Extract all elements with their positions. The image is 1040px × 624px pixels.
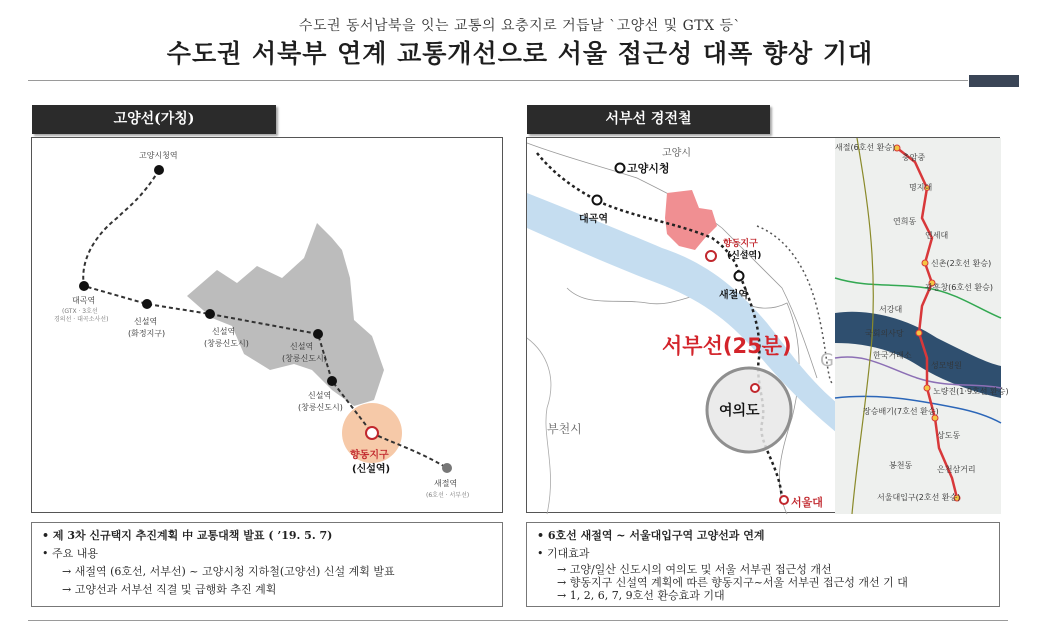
marker-seoul-univ xyxy=(780,496,788,504)
label-hyangdong-right: 향동지구 xyxy=(723,239,758,249)
note-sub-access-improvement: → 고양/일산 신도시의 여의도 및 서울 서부권 접근성 개선 xyxy=(557,563,832,576)
route-label-3: 연희동 xyxy=(893,217,917,226)
label-daegok-right: 대곡역 xyxy=(579,214,608,225)
label-sinseol-1: 신설역 xyxy=(134,317,158,326)
station-daegok xyxy=(79,281,89,291)
tab-seobu-line: 서부선 경전철 xyxy=(527,105,770,134)
label-sinseol-3-note: (창릉신도시) xyxy=(282,354,327,363)
station-sinseol-3 xyxy=(313,329,323,339)
note-sub-hyangdong-access: → 향동지구 신설역 계획에 따른 향동지구~서울 서부권 접근성 개선 기 대 xyxy=(557,576,908,589)
note-bullet-connection: • 6호선 새절역 ~ 서울대입구역 고양선과 연계 xyxy=(537,529,765,542)
label-daegok-note2: 경의선 · 대곡소사선) xyxy=(54,316,109,323)
label-seoul-univ: 서울대 xyxy=(791,496,823,509)
route-station-dot-6 xyxy=(924,385,930,391)
label-hyangdong-note-right: (신설역) xyxy=(727,251,762,261)
route-label-14: 봉천동 xyxy=(889,461,913,470)
route-label-1: 충암중 xyxy=(902,153,926,162)
station-goyang-cityhall xyxy=(154,165,164,175)
title-accent-bar xyxy=(969,75,1019,87)
seobu-line-map xyxy=(526,137,1009,513)
route-label-15: 은천삼거리 xyxy=(937,465,976,474)
label-hyangdong-note: (신설역) xyxy=(352,464,391,475)
label-sinseol-4: 신설역 xyxy=(308,391,332,400)
route-station-dot-3 xyxy=(922,260,928,266)
note-bullet-expected-effect: • 기대효과 xyxy=(537,547,590,560)
note-sub-direct-connection: → 고양선과 서부선 직결 및 급행화 추진 계획 xyxy=(62,583,277,596)
route-label-10: 성모병원 xyxy=(931,361,962,370)
route-label-16: 서울대입구(2호선 환승) xyxy=(877,493,961,502)
route-label-12: 장승배기(7호선 환승) xyxy=(863,407,939,416)
marker-daegok xyxy=(593,196,602,205)
station-sinseol-2 xyxy=(205,309,215,319)
seobu-line-notes xyxy=(526,522,1000,607)
marker-hyangdong xyxy=(706,251,716,261)
label-goyang-si: 고양시 xyxy=(662,148,691,159)
station-hyangdong xyxy=(366,427,378,439)
label-sinseol-1-note: (화정지구) xyxy=(128,329,166,338)
route-station-dot-5 xyxy=(916,330,922,336)
district-area-shape xyxy=(187,223,384,406)
tab-goyang-line: 고양선(가칭) xyxy=(32,105,276,134)
label-daegok-note1: (GTX · 3호선 xyxy=(62,308,98,315)
route-label-5: 신촌(2호선 환승) xyxy=(931,259,992,268)
goyang-line-map xyxy=(31,137,503,513)
route-label-11: 노량진(1·9호선 환승) xyxy=(933,387,1009,396)
seobu-line-map-graphic xyxy=(527,138,1001,514)
station-sinseol-4 xyxy=(327,376,337,386)
label-saejeol: 새절역 xyxy=(434,479,458,488)
route-label-13: 상도동 xyxy=(937,431,961,440)
label-sinseol-2: 신설역 xyxy=(212,327,236,336)
note-sub-saejeol-plan: → 새절역 (6호선, 서부선) ~ 고양시청 지하철(고양선) 신설 계획 발표 xyxy=(62,565,395,578)
label-hyangdong: 향동지구 xyxy=(350,450,389,461)
label-sinseol-3: 신설역 xyxy=(290,342,314,351)
marker-goyang-cityhall xyxy=(616,164,625,173)
route-label-9: 한국거래소 xyxy=(873,351,912,360)
hyangdong-zone xyxy=(665,190,717,250)
marker-yeouido xyxy=(751,384,759,392)
route-label-0: 새절(6호선 환승) xyxy=(835,143,896,152)
label-saejeol-right: 새절역 xyxy=(719,290,748,301)
route-label-6: 광흥창(6호선 환승) xyxy=(925,283,993,292)
label-sinseol-2-note: (창릉신도시) xyxy=(204,339,249,348)
route-label-4: 연세대 xyxy=(925,231,949,240)
page-title: 수도권 서북부 연계 교통개선으로 서울 접근성 대폭 향상 기대 xyxy=(166,39,874,68)
goyang-line-map-graphic xyxy=(32,138,504,514)
note-bullet-announcement: • 제 3차 신규택지 추진계획 中 교통대책 발표 ( ’19. 5. 7) xyxy=(42,529,333,542)
title-divider xyxy=(28,80,968,81)
note-bullet-main-content: • 주요 내용 xyxy=(42,547,98,560)
note-sub-transfer-effect: → 1, 2, 6, 7, 9호선 환승효과 기대 xyxy=(557,589,725,602)
label-seobu-line-time: 서부선(25분) xyxy=(662,334,792,358)
goyang-line-notes xyxy=(31,522,503,607)
label-goyang-cityhall-right: 고양시청 xyxy=(627,162,670,175)
label-bucheon: 부천시 xyxy=(547,422,582,436)
label-daegok: 대곡역 xyxy=(72,296,96,305)
station-saejeol xyxy=(442,463,452,473)
route-label-7: 서강대 xyxy=(879,305,903,314)
label-yeouido: 여의도 xyxy=(719,403,760,419)
label-g-mark: G xyxy=(820,350,834,371)
label-goyang-cityhall: 고양시청역 xyxy=(139,151,178,160)
marker-saejeol xyxy=(735,272,744,281)
route-label-8: 국회의사당 xyxy=(865,329,904,338)
page-subtitle: 수도권 동서남북을 잇는 교통의 요충지로 거듭날 `고양선 및 GTX 등` xyxy=(298,18,742,34)
route-label-2: 명지대 xyxy=(909,183,933,192)
bottom-divider xyxy=(28,620,1008,621)
label-saejeol-note: (6호선 · 서부선) xyxy=(426,492,470,499)
station-sinseol-1 xyxy=(142,299,152,309)
label-sinseol-4-note: (창릉신도시) xyxy=(298,403,343,412)
